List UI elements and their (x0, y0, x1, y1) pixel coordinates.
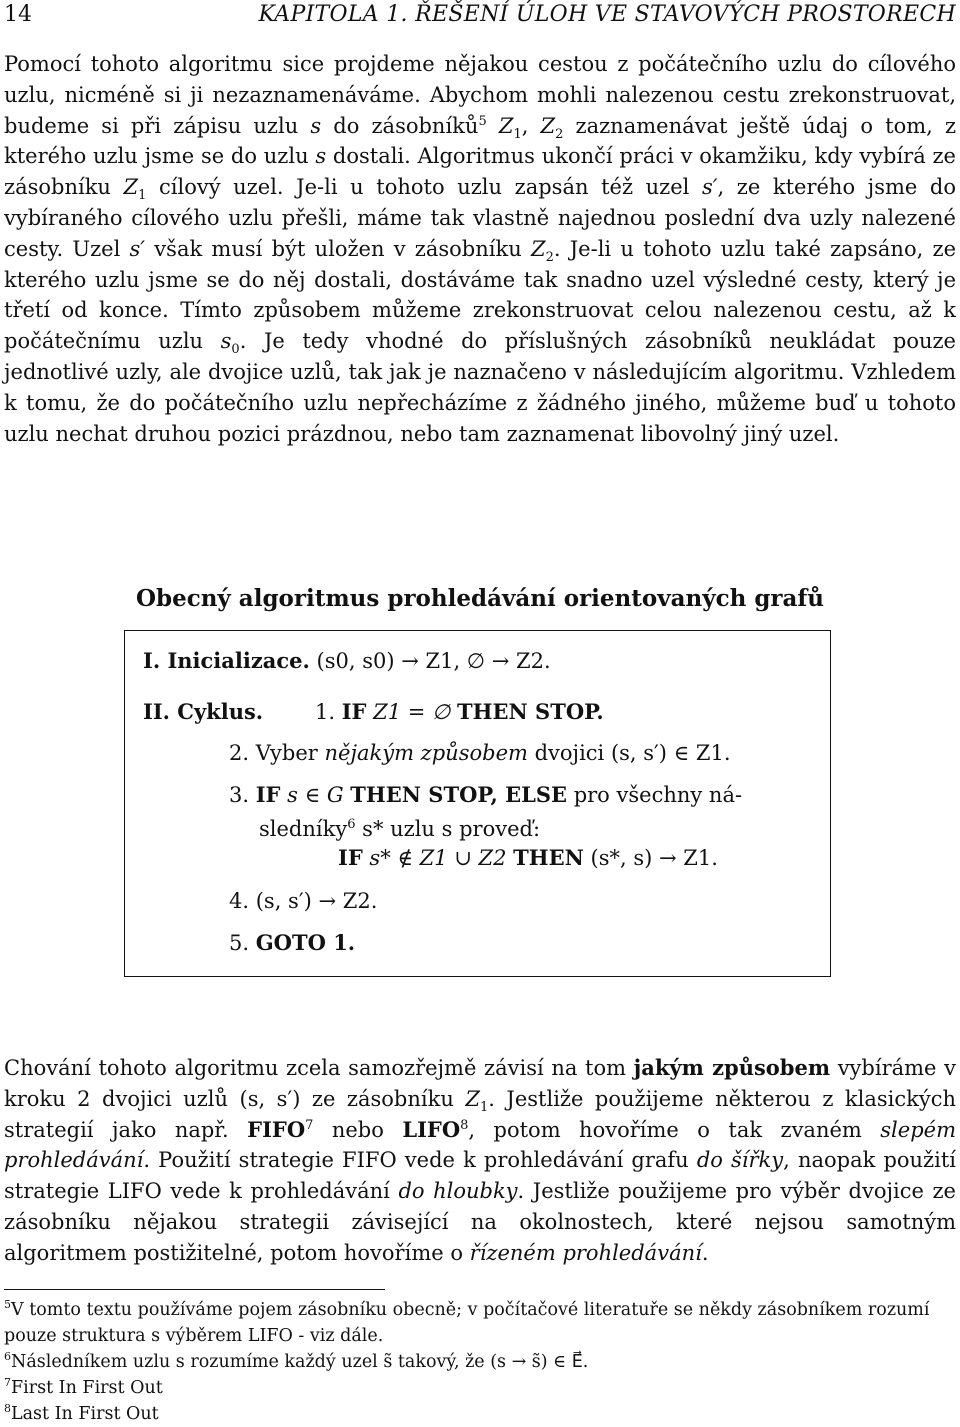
algorithm-step-3-line-2: sledníky$^6$ s* uzlu s proveď: (259, 817, 541, 841)
algorithm-step-3: 3. IF s ∈ G THEN STOP, ELSE pro všechny ná- (229, 782, 743, 807)
footnote-ref-5[interactable]: 5 (478, 113, 487, 129)
chapter-title: KAPITOLA 1. ŘEŠENÍ ÚLOH VE STAVOVÝCH PROSTORECH (258, 2, 956, 27)
footnote-ref-8[interactable]: 8 (460, 1117, 469, 1133)
algorithm-step-4: 4. (s, s′) → Z2. (229, 889, 378, 913)
algorithm-step-1: 1. IF Z1 = ∅ THEN STOP. (315, 699, 604, 724)
algorithm-step-2: 2. Vyber nějakým způsobem dvojici (s, s′) ∈ Z1. (229, 741, 731, 765)
footnote-ref-7[interactable]: 7 (305, 1117, 314, 1133)
algorithm-step-3-subline: IF s* ∉ Z1 ∪ Z2 THEN (s*, s) → Z1. (338, 845, 718, 870)
intro-paragraph: Pomocí tohoto algoritmu sice projdeme nějakou cestou z počátečního uzlu do cílového uzlu, nicméně si ji nezaznamenáváme. Abychom mohli nalezenou cestu zrekonstruovat, budeme si při zápisu uzlu s do zásobníků$^5$ $Z_1$, $Z_2$ zaznamenávat ještě údaj o tom, z kterého uzlu jsme se do uzlu s dostali. Algoritmus ukončí práci v okamžiku, kdy vybírá ze zásobníku $Z_1$ cílový uzel. Je-li u tohoto uzlu zapsán též uzel s′, ze kterého jsme do vybíraného cílového uzlu přešli, máme tak vlastně najednou poslední dva uzly nalezené cesty. Uzel s′ však musí být uložen v zásobníku $Z_2$. Je-li u tohoto uzlu také zapsáno, ze kterého uzlu jsme se do něj dostali, dostáváme tak snadno uzel výsledné cesty, který je třetí od konce. Tímto způsobem můžeme zrekonstruovat celou nalezenou cestu, až k počátečnímu uzlu $s_0$. Je tedy vhodné do příslušných zásobníků neukládat pouze jednotlivé uzly, ale dvojice uzlů, tak jak je naznačeno v následujícím algoritmu. Vzhledem k tomu, že do počátečního uzlu nepřecházíme z žádného jiného, můžeme buď u tohoto uzlu nechat druhou pozici prázdnou, nebo tam zaznamenat libovolný jiný uzel. (4, 52, 957, 446)
running-header (4, 2, 956, 32)
footnotes (4, 1289, 956, 1427)
footnote-8: $^8$Last In First Out (4, 1402, 159, 1424)
footnote-6: $^6$Následníkem uzlu s rozumíme každý uzel s̃ takový, že (s → s̃) ∈ E⃗. (4, 1350, 589, 1372)
footnote-ref-6[interactable]: 6 (347, 817, 356, 832)
algorithm-title: Obecný algoritmus prohledávání orientovaných grafů (135, 585, 825, 612)
algorithm-cycle-label: II. Cyklus. (143, 699, 264, 724)
strategy-paragraph: Chování tohoto algoritmu zcela samozřejmě závisí na tom jakým způsobem vybíráme v kroku 2 dvojici uzlů (s, s′) ze zásobníku $Z_1$. Jestliže použijeme některou z klasických strategií jako např. FIFO$^7$ nebo LIFO$^8$, potom hovoříme o tak zvaném slepém prohledávání. Použití strategie FIFO vede k prohledávání grafu do šířky, naopak použití strategie LIFO vede k prohledávání do hloubky. Jestliže použijeme pro výběr dvojice ze zásobníku nějakou strategii závisející na okolnostech, které nejsou samotným algoritmem postižitelné, potom hovoříme o řízeném prohledávání. (4, 1055, 956, 1265)
algorithm-step-5: 5. GOTO 1. (229, 930, 356, 955)
footnote-rule (4, 1289, 385, 1290)
page-number: 14 (4, 2, 32, 27)
footnote-5: $^5$V tomto textu používáme pojem zásobníku obecně; v počítačové literatuře se někdy zásobníkem rozumí pouze struktura s výběrem LIFO - viz dále. (4, 1298, 930, 1346)
algorithm-init-line: I. Inicializace. (s0, s0) → Z1, ∅ → Z2. (143, 648, 551, 673)
footnote-7: $^7$First In First Out (4, 1376, 163, 1398)
algorithm-box (124, 630, 831, 977)
